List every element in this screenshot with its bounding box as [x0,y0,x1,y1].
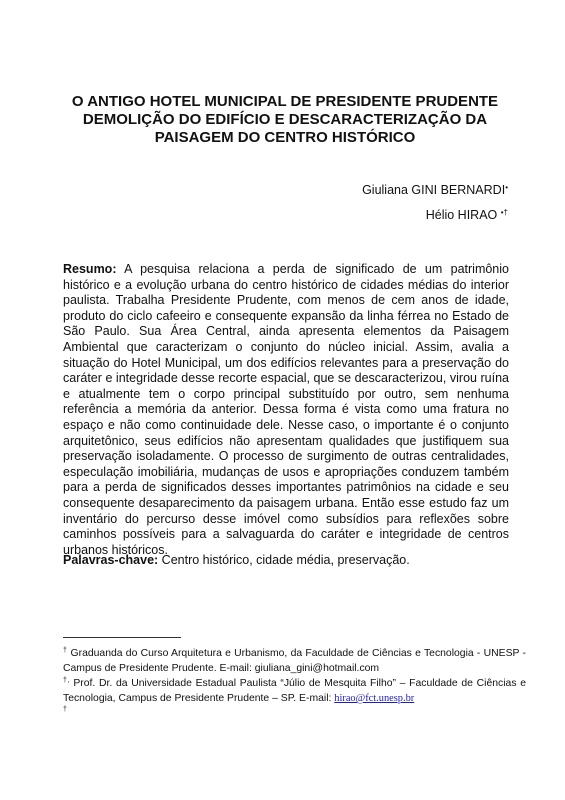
author-2 [426,205,508,223]
keywords [63,553,509,569]
footnote-separator [63,637,181,638]
footnote-2-text: Prof. Dr. da Universidade Estadual Paulista “Júlio de Mesquita Filho” – Faculdade de Ciências e Tecnologia, Campus de Presidente Prudente – SP. E-mail: [63,678,526,704]
keywords-label: Palavras-chave: [63,553,159,567]
footnote-3 [63,702,526,720]
footnote-2-email-link[interactable]: hirao@fct.unesp.br [334,693,415,704]
author-1-name: Giuliana GINI BERNARDI [362,183,506,197]
footnote-1-mark: † [63,647,68,654]
author-2-name: Hélio HIRAO [425,208,498,222]
paper-title [60,93,510,147]
title-line-3: PAISAGEM DO CENTRO HISTÓRICO [154,129,416,146]
footnote-1-text: Graduanda do Curso Arquitetura e Urbanismo, da Faculdade de Ciências e Tecnologia - UNESP - Campus de Presidente Prudente. E-mail: giuliana_gini@hotmail.com [63,648,526,674]
author-2-mark: •† [500,208,508,217]
footnote-2-mark: †, [63,677,70,684]
abstract [63,262,509,558]
keywords-text: Centro histórico, cidade média, preservação. [158,553,410,567]
abstract-label: Resumo: [63,262,117,276]
footnote-3-mark: † [63,706,67,713]
title-line-2: DEMOLIÇÃO DO EDIFÍCIO E DESCARACTERIZAÇÃO DA [82,111,488,128]
author-1-mark: • [505,183,508,192]
title-line-1: O ANTIGO HOTEL MUNICIPAL DE PRESIDENTE PRUDENTE [71,93,499,110]
author-1 [362,180,508,198]
abstract-text: A pesquisa relaciona a perda de significado de um patrimônio histórico e a evolução urbana do centro histórico de cidades médias do interior paulista. Trabalha Presidente Prudente, com menos de cem anos de idade, produto do ciclo cafeeiro e consequente expansão da linha férrea no Estado de São Paulo. Sua Área Central, ainda apresenta elementos da Paisagem Ambiental que caracterizam o conjunto do núcleo inicial. Assim, avalia a situação do Hotel Municipal, um dos edifícios relevantes para a preservação do caráter e integridade desse recorte espacial, que se descaracterizou, virou ruína e atualmente tem o corpo principal substituído por outro, sem nenhuma referência a memória da anterior. Dessa forma é vista como uma fratura no espaço e não como continuidade dele. Nesse caso, o importante é o conjunto arquitetônico, seus edifícios não apresentam qualidades que justifiquem sua preservação isoladamente. O processo de surgimento de outras centralidades, especulação imobiliária, mudanças de usos e apropriações conduzem também para a perda de significados desses importantes patrimônios na cidade e seu consequente desaparecimento da paisagem urbana. Então esse estudo faz um inventário do percurso desse imóvel como subsídios para reflexões sobre caminhos possíveis para a salvaguarda do caráter e integridade de centros urbanos históricos. [63,262,509,557]
footnote-1 [63,643,526,676]
